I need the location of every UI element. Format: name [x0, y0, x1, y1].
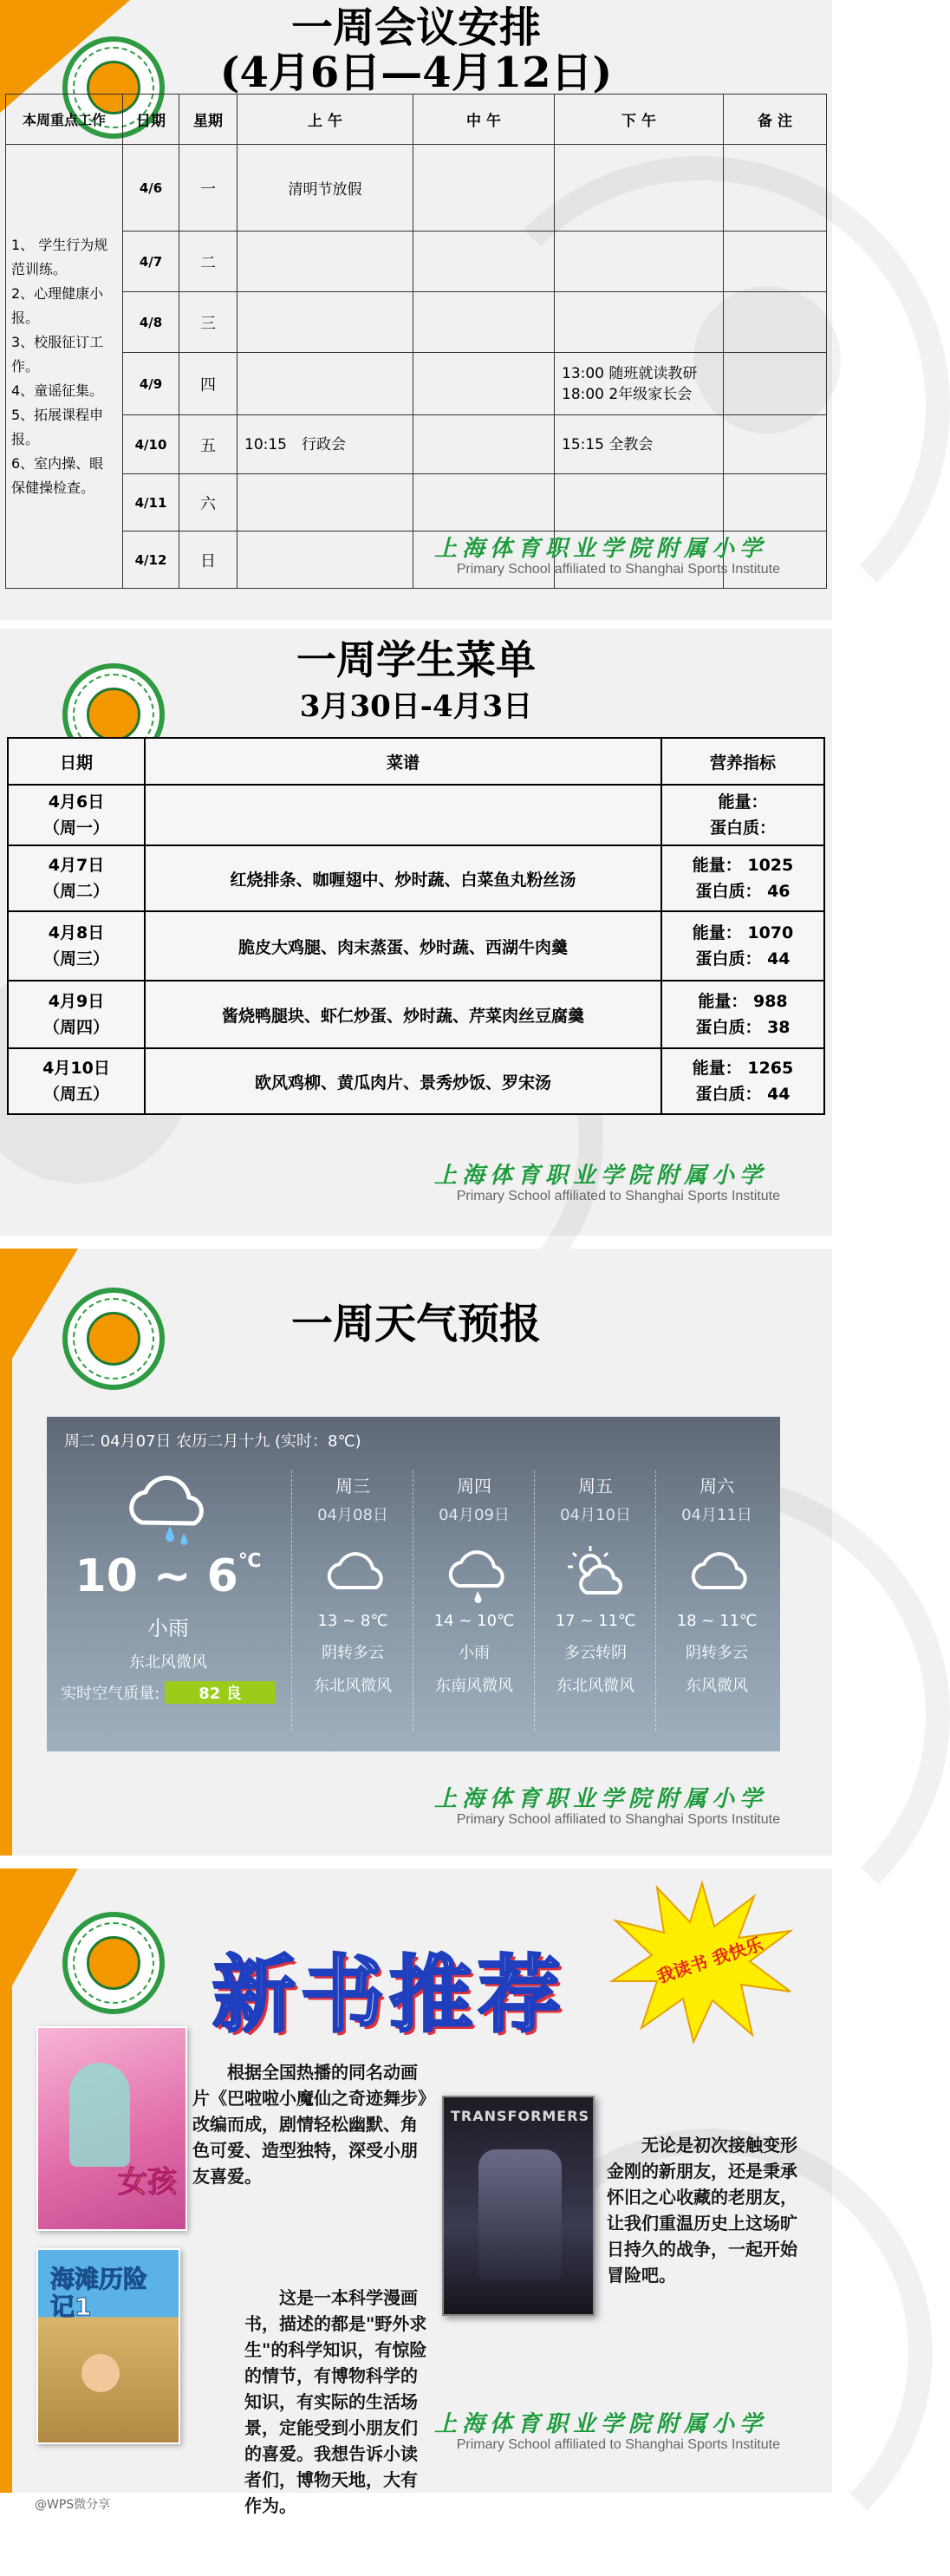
weather-header: 周二 04月07日 农历二月十九 (实时：8℃) — [64, 1432, 361, 1451]
menu-nutrition-cell — [661, 1048, 824, 1114]
header-pm: 下 午 — [555, 95, 724, 145]
today-temp-value: 10 ~ 6 — [75, 1550, 238, 1602]
meeting-date: 4/10 — [123, 415, 179, 474]
meeting-note — [724, 232, 827, 292]
forecast-temp: 13 ~ 8℃ — [317, 1612, 388, 1630]
menu-subtitle: 3月30日-4月3日 — [299, 689, 533, 724]
aqi-label: 实时空气质量: — [61, 1685, 160, 1703]
meeting-pm — [555, 292, 724, 353]
weather-today — [47, 1469, 290, 1704]
focus-work-cell: 1、 学生行为规范训练。 2、心理健康小报。 3、校服征订工作。 4、童谣征集。 5、拓展课程申报。 6、室内操、眼保健操检查。 — [6, 145, 123, 589]
meeting-noon — [413, 145, 555, 232]
school-name-cn: 上海体育职业学院附属小学 — [433, 1163, 767, 1189]
menu-date-cell — [8, 785, 145, 845]
menu-protein: 蛋白质： — [709, 818, 776, 838]
book3-cover-title: TRANSFORMERS — [451, 2108, 590, 2124]
menu-protein: 蛋白质： 38 — [695, 1018, 791, 1037]
meeting-am — [238, 232, 413, 292]
forecast-date: 04月09日 — [439, 1506, 510, 1524]
school-name-en: Primary School affiliated to Shanghai Sports Institute — [456, 1189, 780, 1203]
meeting-row — [6, 353, 827, 415]
book2-cover-title: 海滩历险记1 — [50, 2265, 148, 2321]
book1-text: 根据全国热播的同名动画片《巴啦啦小魔仙之奇迹舞步》改编而成，剧情轻松幽默、角色可爱、造型独特，深受小朋友喜爱。 — [192, 2062, 426, 2187]
forecast-day-name: 周三 — [335, 1476, 370, 1497]
meeting-am — [238, 353, 413, 415]
cloud-icon — [682, 1544, 752, 1600]
menu-dishes: 脆皮大鸡腿、肉末蒸蛋、炒时蔬、西湖牛肉羹 — [145, 911, 661, 981]
today-temp-unit: ℃ — [238, 1550, 262, 1572]
book3-cover — [442, 2096, 595, 2316]
menu-header-row — [8, 738, 824, 785]
meeting-pm — [555, 474, 724, 532]
forecast-wind: 东北风微风 — [314, 1677, 392, 1695]
forecast-day — [293, 1467, 413, 1696]
menu-row — [8, 785, 824, 845]
menu-date: 4月10日 — [42, 1059, 110, 1078]
weather-widget — [47, 1417, 780, 1751]
today-wind: 东北风微风 — [129, 1653, 207, 1672]
meeting-pm: 15:15 全教会 — [555, 415, 724, 474]
meeting-slide — [0, 0, 832, 620]
book2-text: 这是一本科学漫画书，描述的都是"野外求生"的科学知识，有惊险的情节，有博物科学的知识，有实际的生活场景，定能受到小朋友们的喜爱。我想告诉小读者们，博物天地，大有作为。 — [244, 2287, 427, 2516]
school-name-en: Primary School affiliated to Shanghai Sports Institute — [456, 2437, 780, 2452]
meeting-noon — [413, 353, 555, 415]
school-name-cn: 上海体育职业学院附属小学 — [433, 1786, 767, 1812]
weather-title: 一周天气预报 — [290, 1300, 541, 1348]
meeting-weekday: 五 — [179, 415, 238, 474]
meeting-table — [5, 94, 827, 589]
meeting-am — [238, 532, 413, 589]
books-title: 新书推荐 — [212, 1946, 566, 2044]
menu-date: 4月6日 — [48, 792, 105, 812]
header-date: 日期 — [123, 95, 179, 145]
forecast-day-name: 周五 — [578, 1476, 613, 1497]
book1-cover-title: 女孩 — [118, 2165, 177, 2200]
orange-stripe — [0, 1868, 12, 2493]
menu-date: 4月9日 — [48, 992, 105, 1011]
meeting-date: 4/7 — [123, 232, 179, 292]
meeting-noon — [413, 474, 555, 532]
menu-protein: 蛋白质： 44 — [695, 1085, 791, 1104]
meeting-title-line1: 一周会议安排 — [290, 3, 541, 52]
menu-table — [7, 737, 825, 1115]
menu-dishes: 欧风鸡柳、黄瓜肉片、景秀炒饭、罗宋汤 — [145, 1048, 661, 1114]
header-weekday: 星期 — [179, 95, 238, 145]
menu-protein: 蛋白质： 46 — [695, 882, 791, 901]
meeting-pm — [555, 232, 724, 292]
cloud-icon — [318, 1544, 387, 1600]
cloud-rain-icon — [439, 1544, 509, 1600]
menu-date: 4月7日 — [48, 856, 105, 875]
meeting-title-line2: (4月6日—4月12日) — [219, 49, 613, 97]
meeting-noon — [413, 415, 555, 474]
menu-energy: 能量： — [718, 792, 768, 812]
forecast-temp: 14 ~ 10℃ — [433, 1612, 515, 1630]
meeting-row — [6, 292, 827, 353]
menu-nutrition-cell — [661, 981, 824, 1048]
menu-weekday: （周四） — [42, 1018, 109, 1037]
meeting-weekday: 日 — [179, 532, 238, 589]
meeting-row — [6, 145, 827, 232]
header-noon: 中 午 — [413, 95, 555, 145]
menu-weekday: （周三） — [42, 949, 109, 968]
menu-row — [8, 845, 824, 911]
menu-date-cell — [8, 845, 145, 911]
meeting-date: 4/12 — [123, 532, 179, 589]
forecast-wind: 东风微风 — [686, 1677, 748, 1695]
menu-weekday: （周二） — [42, 882, 109, 901]
meeting-row — [6, 474, 827, 532]
header-am: 上 午 — [238, 95, 413, 145]
meeting-date: 4/6 — [123, 145, 179, 232]
meeting-pm — [555, 145, 724, 232]
forecast-date: 04月11日 — [681, 1506, 752, 1524]
menu-dishes: 酱烧鸭腿块、虾仁炒蛋、炒时蔬、芹菜肉丝豆腐羹 — [145, 981, 661, 1048]
menu-energy: 能量： 1265 — [692, 1059, 794, 1078]
forecast-date: 04月08日 — [317, 1506, 388, 1524]
school-name-en: Primary School affiliated to Shanghai Sports Institute — [456, 562, 780, 577]
meeting-date: 4/11 — [123, 474, 179, 532]
menu-row — [8, 911, 824, 981]
forecast-temp: 17 ~ 11℃ — [555, 1612, 636, 1630]
menu-header-dishes: 菜谱 — [145, 738, 661, 785]
meeting-am: 10:15 行政会 — [238, 415, 413, 474]
menu-energy: 能量： 1025 — [692, 856, 794, 875]
sun-cloud-icon — [561, 1544, 630, 1600]
meeting-weekday: 六 — [179, 474, 238, 532]
today-condition: 小雨 — [147, 1616, 189, 1640]
menu-energy: 能量： 988 — [698, 992, 788, 1011]
forecast-day-name: 周四 — [457, 1476, 491, 1497]
menu-nutrition-cell — [661, 911, 824, 981]
menu-slide — [0, 629, 832, 1236]
forecast-day-name: 周六 — [699, 1476, 734, 1497]
forecast-wind: 东南风微风 — [435, 1677, 513, 1695]
menu-date-cell — [8, 1048, 145, 1114]
menu-protein: 蛋白质： 44 — [695, 949, 791, 968]
school-name-en: Primary School affiliated to Shanghai Sports Institute — [456, 1812, 780, 1827]
meeting-row — [6, 415, 827, 474]
meeting-am: 清明节放假 — [238, 145, 413, 232]
meeting-weekday: 二 — [179, 232, 238, 292]
forecast-condition: 阴转多云 — [686, 1644, 748, 1662]
meeting-weekday: 四 — [179, 353, 238, 415]
meeting-noon — [413, 292, 555, 353]
meeting-note — [724, 292, 827, 353]
forecast-day — [657, 1467, 777, 1696]
book1-cover — [36, 2026, 187, 2231]
menu-energy: 能量： 1070 — [692, 923, 794, 942]
menu-nutrition-cell — [661, 785, 824, 845]
meeting-weekday: 三 — [179, 292, 238, 353]
meeting-noon — [413, 232, 555, 292]
menu-weekday: （周五） — [42, 1085, 109, 1104]
menu-header-nutrition: 营养指标 — [661, 738, 824, 785]
menu-date-cell — [8, 911, 145, 981]
forecast-day — [414, 1467, 534, 1696]
menu-header-date: 日期 — [8, 738, 145, 785]
forecast-condition: 多云转阴 — [564, 1644, 627, 1662]
menu-row — [8, 981, 824, 1048]
forecast-wind: 东北风微风 — [556, 1677, 634, 1695]
meeting-note — [724, 353, 827, 415]
book3-text: 无论是初次接触变形金刚的新朋友，还是秉承怀旧之心收藏的老朋友，让我们重温历史上这场旷日持久的战争，一起开始冒险吧。 — [607, 2135, 797, 2286]
header-focus: 本周重点工作 — [6, 95, 123, 145]
meeting-note — [724, 415, 827, 474]
cloud-rain-icon — [116, 1469, 220, 1547]
meeting-am — [238, 474, 413, 532]
school-logo — [62, 1912, 165, 2014]
book2-cover — [36, 2248, 180, 2444]
school-name-cn: 上海体育职业学院附属小学 — [433, 536, 767, 562]
meeting-date: 4/8 — [123, 292, 179, 353]
aqi-row — [47, 1681, 290, 1704]
meeting-note — [724, 474, 827, 532]
menu-date: 4月8日 — [48, 923, 105, 942]
menu-nutrition-cell — [661, 845, 824, 911]
meeting-date: 4/9 — [123, 353, 179, 415]
forecast-condition: 小雨 — [459, 1644, 490, 1662]
wps-watermark: @WPS微分享 — [35, 2498, 111, 2512]
menu-dishes — [145, 785, 661, 845]
menu-dishes: 红烧排条、咖喱翅中、炒时蔬、白菜鱼丸粉丝汤 — [145, 845, 661, 911]
meeting-note — [724, 145, 827, 232]
forecast-date: 04月10日 — [560, 1506, 631, 1524]
menu-row — [8, 1048, 824, 1114]
meeting-pm: 13:00 随班就读教研 18:00 2年级家长会 — [555, 353, 724, 415]
meeting-weekday: 一 — [179, 145, 238, 232]
forecast-condition: 阴转多云 — [322, 1644, 384, 1662]
school-name-cn: 上海体育职业学院附属小学 — [433, 2411, 767, 2437]
today-temp — [47, 1550, 290, 1602]
aqi-badge: 82 良 — [165, 1681, 276, 1704]
meeting-title — [0, 5, 832, 95]
meeting-am — [238, 292, 413, 353]
starburst-text: 我读书 我快乐 — [654, 1933, 766, 1987]
menu-weekday: （周一） — [42, 818, 109, 838]
meeting-header-row — [6, 95, 827, 145]
menu-title: 一周学生菜单 — [296, 636, 536, 683]
header-note: 备 注 — [724, 95, 827, 145]
meeting-row — [6, 232, 827, 292]
menu-date-cell — [8, 981, 145, 1048]
forecast-day — [536, 1467, 655, 1696]
forecast-temp: 18 ~ 11℃ — [676, 1612, 758, 1630]
